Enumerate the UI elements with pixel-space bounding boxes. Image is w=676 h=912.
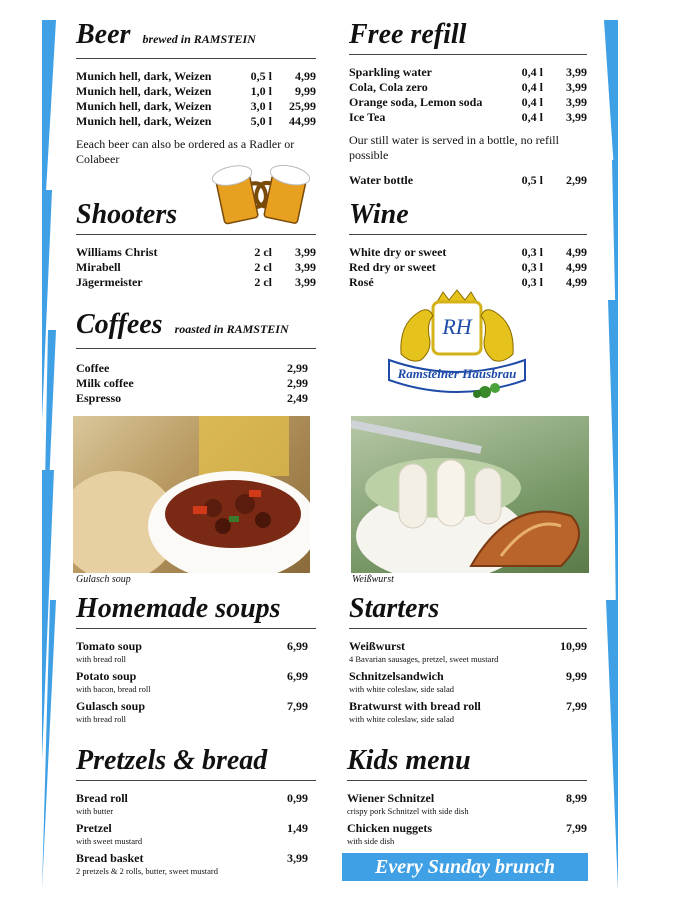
divider [349,54,587,55]
coffees-subtitle: roasted in RAMSTEIN [174,322,289,336]
starter-item: Bratwurst with bread roll 7,99 with white coleslaw, side salad [349,699,587,724]
divider [76,780,316,781]
gulasch-soup-photo [73,416,310,573]
soup-item: Tomato soup 6,99 with bread roll [76,639,308,664]
pretzels-heading: Pretzels & bread [76,745,268,776]
sunday-brunch-banner: Every Sunday brunch [342,853,588,881]
beer-item: Munich hell, dark, Weizen 0,5 l 4,99 [76,69,316,83]
kids-heading: Kids menu [347,745,471,776]
kids-item: Wiener Schnitzel 8,99 crispy pork Schnitzel with side dish [347,791,587,816]
weisswurst-photo [351,416,589,573]
shooter-item: Mirabell 2 cl 3,99 [76,260,316,274]
starters-heading: Starters [349,593,440,624]
refill-item: Orange soda, Lemon soda 0,4 l 3,99 [349,95,587,109]
beer-item: Munich hell, dark, Weizen 1,0 l 9,99 [76,84,316,98]
coffee-item: Coffee 2,99 [76,361,308,375]
divider [76,348,316,349]
coffees-section [76,310,316,406]
wine-section [349,200,587,290]
shooters-section [76,200,316,290]
coffee-item: Milk coffee 2,99 [76,376,308,390]
refill-item: Sparkling water 0,4 l 3,99 [349,65,587,79]
wine-item: Rosé 0,3 l 4,99 [349,275,587,289]
logo-letters: RH [442,314,472,339]
wine-heading: Wine [349,199,409,230]
soup-item: Gulasch soup 7,99 with bread roll [76,699,308,724]
beer-item: Munich hell, dark, Weizen 3,0 l 25,99 [76,99,316,113]
bread-item: Bread roll 0,99 with butter [76,791,308,816]
starter-item: Schnitzelsandwich 9,99 with white coleslaw, side salad [349,669,587,694]
divider [76,628,316,629]
shooter-item: Jägermeister 2 cl 3,99 [76,275,316,289]
beer-note: Eeach beer can also be ordered as a Radler or Colabeer [76,137,295,166]
shooter-item: Williams Christ 2 cl 3,99 [76,245,316,259]
beer-item: Munich hell, dark, Weizen 5,0 l 44,99 [76,114,316,128]
beer-subtitle: brewed in RAMSTEIN [142,32,256,46]
divider [349,234,587,235]
starters-section [349,594,587,729]
kids-section [347,746,587,851]
soup-item: Potato soup 6,99 with bacon, bread roll [76,669,308,694]
beer-heading: Beer brewed in RAMSTEIN [76,19,256,50]
shooters-heading: Shooters [76,199,178,230]
divider [349,628,587,629]
gulasch-caption: Gulasch soup [76,574,131,585]
divider [76,234,316,235]
divider [76,58,316,59]
ramsteiner-logo [385,282,530,402]
bread-item: Pretzel 1,49 with sweet mustard [76,821,308,846]
refill-item: Ice Tea 0,4 l 3,99 [349,110,587,124]
coffee-item: Espresso 2,49 [76,391,308,405]
refill-note: Our still water is served in a bottle, no refill possible [349,133,559,162]
soups-heading: Homemade soups [76,593,281,624]
beer-section [76,20,316,167]
logo-text: Ramsteiner Hausbrau [397,366,517,381]
starter-item: Weißwurst 10,99 4 Bavarian sausages, pretzel, sweet mustard [349,639,587,664]
wine-item: Red dry or sweet 0,3 l 4,99 [349,260,587,274]
refill-item: Cola, Cola zero 0,4 l 3,99 [349,80,587,94]
kids-item: Chicken nuggets 7,99 with side dish [347,821,587,846]
weisswurst-caption: Weißwurst [352,574,394,585]
bread-item: Bread basket 3,99 2 pretzels & 2 rolls, butter, sweet mustard [76,851,308,876]
refill-heading: Free refill [349,19,467,50]
water-bottle-item: Water bottle 0,5 l 2,99 [349,173,587,187]
soups-section [76,594,316,729]
wine-item: White dry or sweet 0,3 l 4,99 [349,245,587,259]
refill-section [349,20,587,188]
pretzels-section [76,746,316,881]
coffees-heading: Coffees roasted in RAMSTEIN [76,309,289,340]
divider [347,780,587,781]
